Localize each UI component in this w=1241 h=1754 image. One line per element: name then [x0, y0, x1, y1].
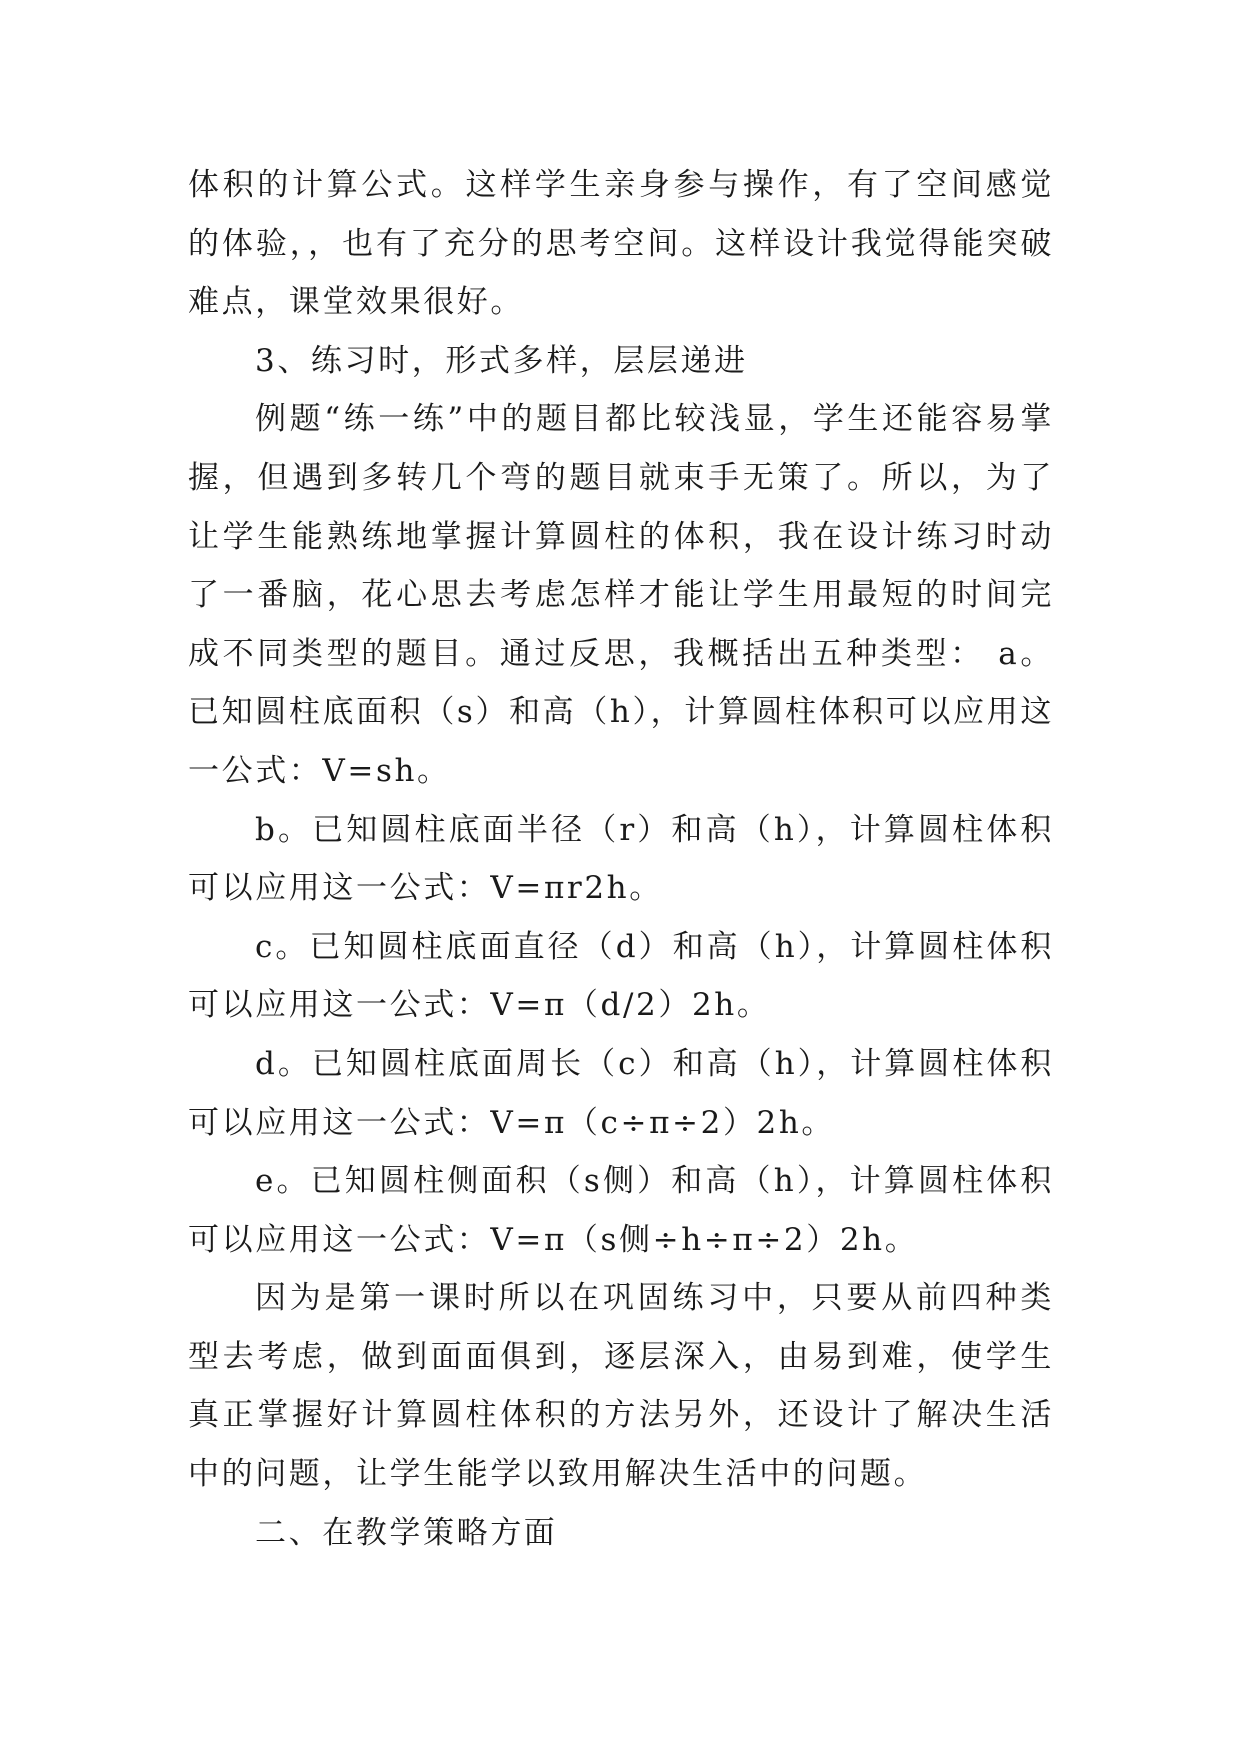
section-heading-strategy: 二、在教学策略方面	[255, 1514, 558, 1551]
paragraph-type-c: c。已知圆柱底面直径（d）和高（h），计算圆柱体积可以应用这一公式：V=π（d/2）2h。	[188, 928, 1054, 1024]
paragraph-continuation: 体积的计算公式。这样学生亲身参与操作，有了空间感觉的体验，，也有了充分的思考空间。这样设计我觉得能突破难点，课堂效果很好。	[188, 167, 1054, 321]
paragraph-type-b: b。已知圆柱底面半径（r）和高（h），计算圆柱体积可以应用这一公式：V=πr2h。	[188, 811, 1054, 907]
paragraph-type-e: e。已知圆柱侧面积（s侧）和高（h），计算圆柱体积可以应用这一公式：V=π（s侧÷h÷π÷2）2h。	[188, 1163, 1054, 1258]
document-body	[188, 156, 1054, 1562]
section-heading-practice: 3、练习时，形式多样，层层递进	[255, 342, 748, 379]
paragraph-practice-types: 例题“练一练”中的题目都比较浅显，学生还能容易掌握，但遇到多转几个弯的题目就束手无策了。所以，为了让学生能熟练地掌握计算圆柱的体积，我在设计练习时动了一番脑，花心思去考虑怎样才能让学生用最短的时间完成不同类型的题目。通过反思，我概括出五种类型： a。已知圆柱底面积（s）和高（h），计算圆柱体积可以应用这一公式：V=sh。	[188, 401, 1054, 789]
paragraph-type-d: d。已知圆柱底面周长（c）和高（h），计算圆柱体积可以应用这一公式：V=π（c÷π÷2）2h。	[188, 1045, 1054, 1141]
paragraph-consolidation: 因为是第一课时所以在巩固练习中，只要从前四种类型去考虑，做到面面俱到，逐层深入，由易到难，使学生真正掌握好计算圆柱体积的方法另外，还设计了解决生活中的问题，让学生能学以致用解决生活中的问题。	[188, 1280, 1054, 1493]
